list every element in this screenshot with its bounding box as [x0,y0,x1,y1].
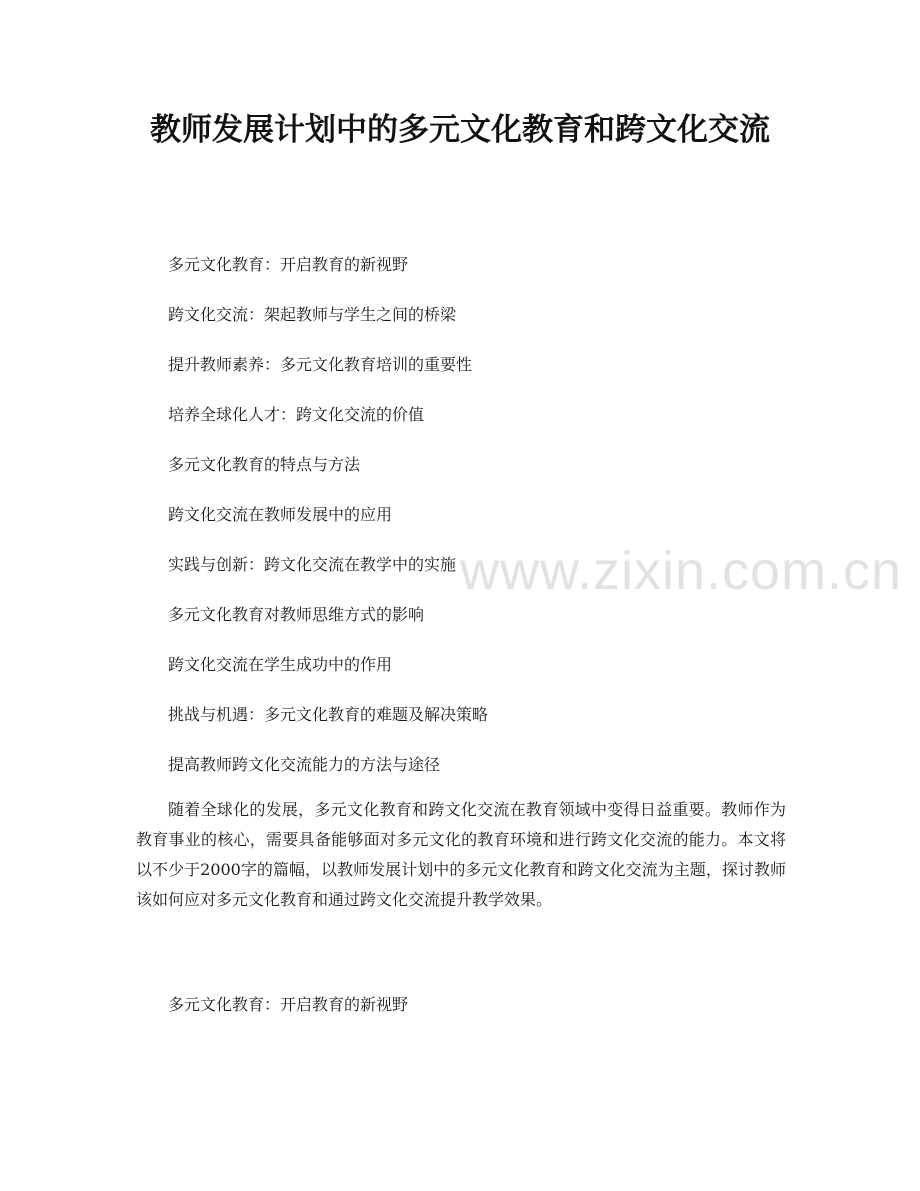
toc-item: 提高教师跨文化交流能力的方法与途径 [168,755,441,774]
toc-item: 多元文化教育的特点与方法 [168,455,361,474]
toc-item: 提升教师素养：多元文化教育培训的重要性 [168,355,473,374]
section-heading: 多元文化教育：开启教育的新视野 [168,995,409,1014]
toc-item: 实践与创新：跨文化交流在教学中的实施 [168,555,457,574]
toc-item: 挑战与机遇：多元文化教育的难题及解决策略 [168,705,489,724]
document-title: 教师发展计划中的多元文化教育和跨文化交流 [150,112,770,148]
toc-item: 跨文化交流在教师发展中的应用 [168,505,393,524]
toc-item: 培养全球化人才：跨文化交流的价值 [168,405,425,424]
watermark: www.zixin.com.cn [460,541,903,601]
toc-item: 多元文化教育：开启教育的新视野 [168,255,409,274]
intro-paragraph: 随着全球化的发展，多元文化教育和跨文化交流在教育领域中变得日益重要。教师作为教育事业的核心，需要具备能够面对多元文化的教育环境和进行跨文化交流的能力。本文将以不少于2000字的篇幅，以教师发展计划中的多元文化教育和跨文化交流为主题，探讨教师该如何应对多元文化教育和通过跨文化交流提升教学效果。 [136,800,786,909]
table-of-contents [168,250,488,800]
toc-item: 多元文化教育对教师思维方式的影响 [168,605,425,624]
toc-item: 跨文化交流：架起教师与学生之间的桥梁 [168,305,457,324]
toc-item: 跨文化交流在学生成功中的作用 [168,655,393,674]
